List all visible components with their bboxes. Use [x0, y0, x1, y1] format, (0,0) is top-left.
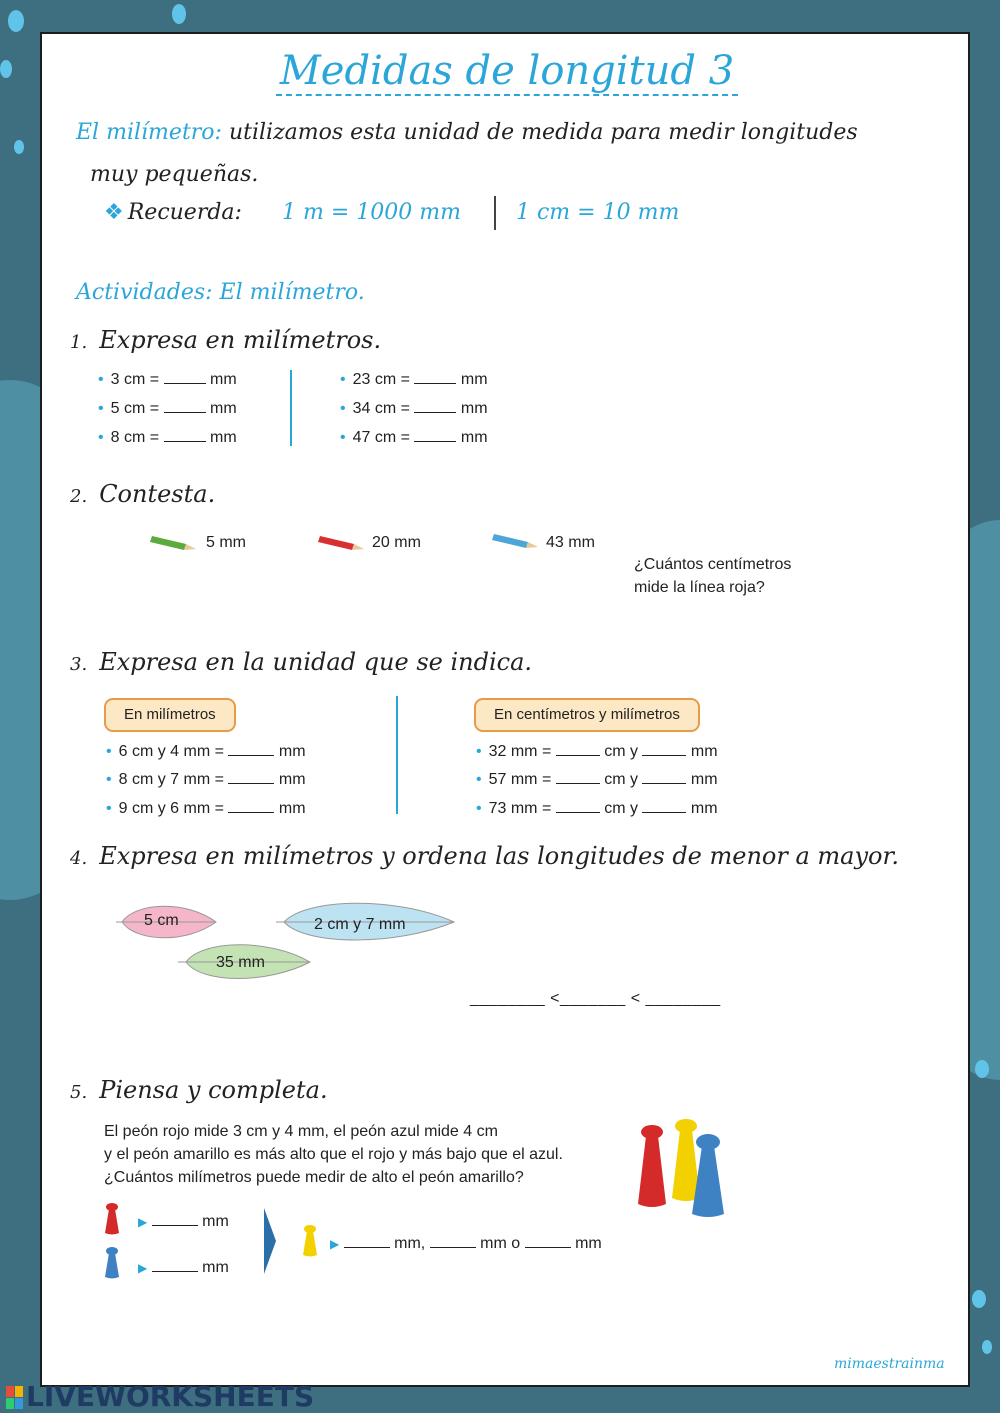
q2-question-line-2: mide la línea roja? — [634, 579, 765, 596]
answer-blank[interactable] — [556, 742, 600, 756]
decor-dot — [975, 1060, 989, 1078]
worksheet — [40, 32, 970, 1387]
pawn-red-icon — [638, 1125, 666, 1207]
formula-centimeters: 1 cm = 10 mm — [516, 200, 680, 225]
q5-text-line-3: ¿Cuántos milímetros puede medir de alto el peón amarillo? — [104, 1169, 524, 1186]
q1-item: • 8 cm = mm — [98, 429, 237, 446]
answer-blank[interactable] — [164, 399, 206, 413]
diamond-icon: ❖ — [104, 200, 124, 225]
answer-blank[interactable] — [228, 770, 274, 784]
answer-blank[interactable] — [414, 399, 456, 413]
answer-blank[interactable] — [228, 742, 274, 756]
question-1-title: 1. Expresa en milímetros. — [70, 326, 382, 354]
q3-item: • 6 cm y 4 mm = mm — [106, 743, 306, 760]
formula-divider — [494, 196, 496, 230]
q3-item: • 32 mm = cm y mm — [476, 743, 718, 760]
pencil-green-icon — [150, 530, 198, 552]
leaf-pink-label: 5 cm — [144, 912, 179, 929]
answer-blank[interactable] — [556, 799, 600, 813]
intro-line-2: muy pequeñas. — [90, 162, 259, 187]
order-answer-line[interactable]: ________ <_______ < ________ — [470, 990, 721, 1007]
answer-blank[interactable] — [414, 428, 456, 442]
q1-item: • 23 cm = mm — [340, 371, 488, 388]
answer-blank[interactable] — [556, 770, 600, 784]
q3-header-mm: En milímetros — [104, 698, 236, 732]
answer-blank[interactable] — [228, 799, 274, 813]
liveworksheets-badge-icon — [6, 1386, 24, 1410]
answer-blank[interactable] — [164, 428, 206, 442]
red-pawn-answer: ▶ mm — [138, 1213, 229, 1230]
q3-item: • 8 cm y 7 mm = mm — [106, 771, 306, 788]
question-4-title: 4. Expresa en milímetros y ordena las longitudes de menor a mayor. — [70, 842, 899, 870]
arrow-right-icon — [262, 1208, 278, 1274]
decor-dot — [172, 4, 186, 24]
pencil-green-label: 5 mm — [206, 534, 246, 551]
q3-item: • 57 mm = cm y mm — [476, 771, 718, 788]
pawn-blue-small-icon — [104, 1246, 120, 1280]
pawn-yellow-small-icon — [302, 1224, 318, 1258]
decor-dot — [982, 1340, 992, 1354]
decor-dot — [14, 140, 24, 154]
answer-blank[interactable] — [164, 370, 206, 384]
pawns-illustration — [636, 1118, 732, 1220]
pencil-blue-icon — [492, 528, 540, 550]
answer-blank[interactable] — [152, 1212, 198, 1226]
pencil-blue-label: 43 mm — [546, 534, 595, 551]
question-2-title: 2. Contesta. — [70, 480, 216, 508]
recall-label: Recuerda: — [127, 200, 242, 225]
q5-text-line-2: y el peón amarillo es más alto que el rojo y más bajo que el azul. — [104, 1146, 563, 1163]
q3-item: • 73 mm = cm y mm — [476, 800, 718, 817]
answer-blank[interactable] — [642, 799, 686, 813]
page-title: Medidas de longitud 3 — [42, 48, 972, 94]
q1-item: • 5 cm = mm — [98, 400, 237, 417]
q1-item: • 3 cm = mm — [98, 371, 237, 388]
blue-pawn-answer: ▶ mm — [138, 1259, 229, 1276]
liveworksheets-logo: LIVEWORKSHEETS — [6, 1380, 314, 1413]
answer-blank[interactable] — [430, 1234, 476, 1248]
pencil-red-label: 20 mm — [372, 534, 421, 551]
decor-dot — [8, 10, 24, 32]
answer-blank[interactable] — [414, 370, 456, 384]
q3-item: • 9 cm y 6 mm = mm — [106, 800, 306, 817]
leaf-blue-label: 2 cm y 7 mm — [314, 916, 406, 933]
answer-blank[interactable] — [152, 1258, 198, 1272]
answer-blank[interactable] — [525, 1234, 571, 1248]
pawn-red-small-icon — [104, 1202, 120, 1236]
pencil-red-icon — [318, 530, 366, 552]
leaf-green-label: 35 mm — [216, 954, 265, 971]
answer-blank[interactable] — [344, 1234, 390, 1248]
decor-dot — [0, 60, 12, 78]
intro-term: El milímetro: — [76, 120, 222, 145]
q1-divider — [290, 370, 292, 446]
question-3-title: 3. Expresa en la unidad que se indica. — [70, 648, 533, 676]
intro-text: utilizamos esta unidad de medida para medir longitudes — [228, 120, 858, 145]
question-5-title: 5. Piensa y completa. — [70, 1076, 328, 1104]
activities-heading: Actividades: El milímetro. — [76, 280, 365, 305]
yellow-pawn-answer: ▶ mm, mm o mm — [330, 1235, 602, 1252]
q5-text-line-1: El peón rojo mide 3 cm y 4 mm, el peón azul mide 4 cm — [104, 1123, 498, 1140]
q1-item: • 47 cm = mm — [340, 429, 488, 446]
decor-dot — [972, 1290, 986, 1308]
q3-divider — [396, 696, 398, 814]
intro-line — [76, 120, 858, 145]
answer-blank[interactable] — [642, 742, 686, 756]
recall-line — [104, 200, 242, 225]
formula-meters: 1 m = 1000 mm — [282, 200, 461, 225]
q3-header-cm-mm: En centímetros y milímetros — [474, 698, 700, 732]
q2-question-line-1: ¿Cuántos centímetros — [634, 556, 792, 573]
author-watermark: mimaestrainma — [834, 1356, 945, 1372]
q1-item: • 34 cm = mm — [340, 400, 488, 417]
answer-blank[interactable] — [642, 770, 686, 784]
